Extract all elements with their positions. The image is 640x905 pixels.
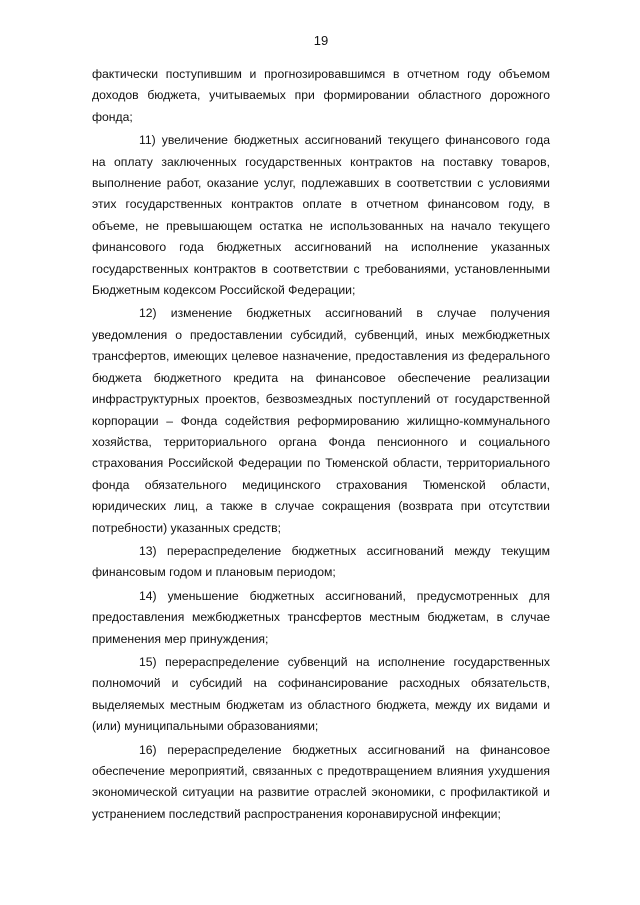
- paragraph-item-16: 16) перераспределение бюджетных ассигнований на финансовое обеспечение мероприятий, связанных с предотвращением влияния ухудшения экономической ситуации на развитие отраслей экономики, с профилактикой и устранением последствий распространения коронавирусной инфекции;: [92, 742, 550, 821]
- paragraph-item-12: 12) изменение бюджетных ассигнований в случае получения уведомления о предоставлении субсидий, субвенций, иных межбюджетных трансфертов, имеющих целевое назначение, предоставления из федерального бюджета бюджетного кредита на финансовое обеспечение реализации инфраструктурных проектов, безвозмездных поступлений от государственной корпорации – Фонда содействия реформированию жилищно-коммунального хозяйства, территориального органа Фонда пенсионного и социального страхования Российской Федерации по Тюменской области, территориального фонда обязательного медицинского страхования Тюменской области, юридических лиц, а также в случае сокращения (возврата при отсутствии потребности) указанных средств;: [92, 306, 550, 535]
- paragraph-item-13: 13) перераспределение бюджетных ассигнований между текущим финансовым годом и плановым периодом;: [92, 543, 550, 580]
- paragraph-item-11: 11) увеличение бюджетных ассигнований текущего финансового года на оплату заключенных государственных контрактов на поставку товаров, выполнение работ, оказание услуг, подлежавших в соответствии с условиями этих государственных контрактов оплате в отчетном финансовом году, в объеме, не превышающем остатка не использованных на начало текущего финансового года бюджетных ассигнований на исполнение указанных государственных контрактов в соответствии с требованиями, установленными Бюджетным кодексом Российской Федерации;: [92, 133, 550, 298]
- paragraph-item-15: 15) перераспределение субвенций на исполнение государственных полномочий и субсидий на софинансирование расходных обязательств, выделяемых местным бюджетам из областного бюджета, между их видами и (или) муниципальными образованиями;: [92, 654, 550, 734]
- page-number: 19: [313, 33, 329, 48]
- paragraph-continuation: фактически поступившим и прогнозировавшимся в отчетном году объемом доходов бюджета, учитываемых при формировании областного дорожного фонда;: [92, 67, 550, 124]
- document-body: [92, 64, 550, 827]
- paragraph-item-14: 14) уменьшение бюджетных ассигнований, предусмотренных для предоставления межбюджетных трансфертов местным бюджетам, в случае применения мер принуждения;: [92, 588, 550, 646]
